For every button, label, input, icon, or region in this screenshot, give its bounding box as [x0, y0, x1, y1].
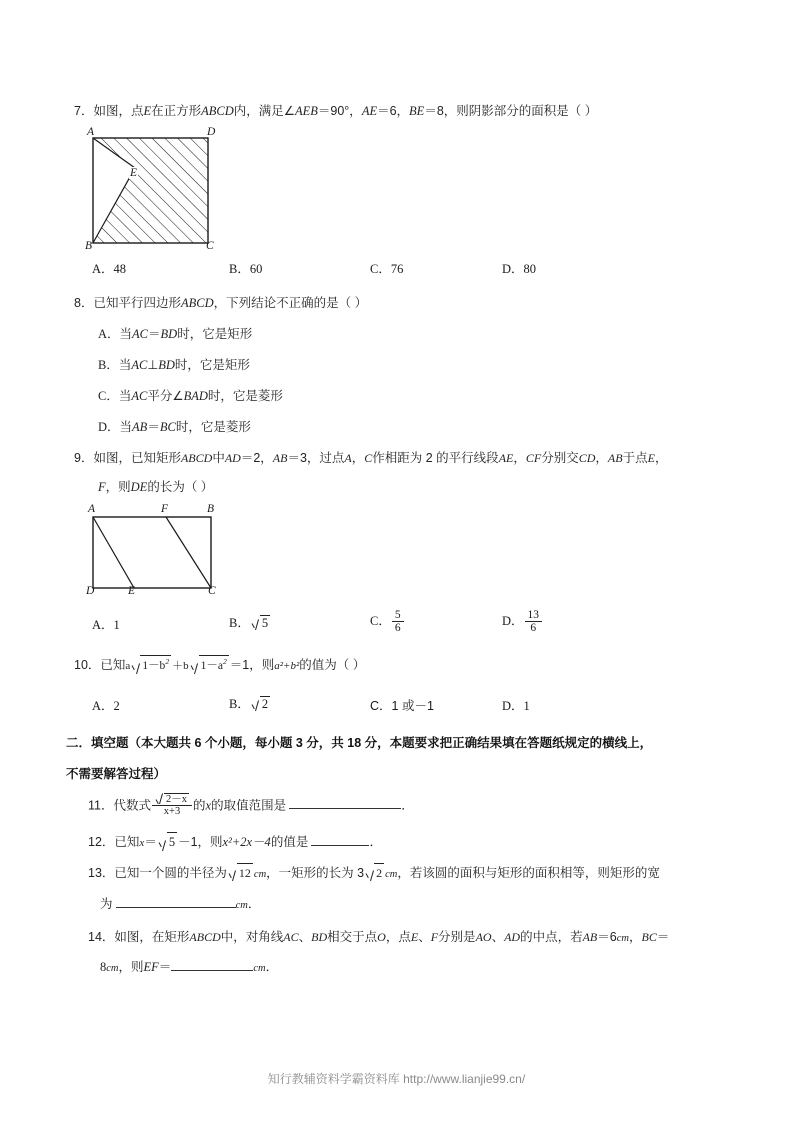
- question-9-options: [92, 611, 752, 639]
- question-14-line2: 8cm，则EF＝ cm．: [100, 960, 279, 974]
- radical-icon: 5: [158, 832, 177, 852]
- question-13-line2: 为 cm．: [100, 897, 261, 911]
- question-9-stem-line2: F，则DE的长为（ ）: [98, 480, 214, 494]
- question-14-line1: 14．如图，在矩形ABCD中，对角线AC、BD相交于点O，点E、F分别是AO、AD的中点，若AB＝6cm，BC＝: [88, 930, 670, 944]
- option-9-b[interactable]: B． 5: [229, 616, 269, 630]
- option-10-d[interactable]: D．1: [502, 699, 530, 713]
- vertex-label-e: E: [128, 585, 136, 597]
- vertex-label-a: A: [88, 503, 96, 515]
- vertex-label-c: C: [208, 585, 216, 597]
- question-13-line1: 13．已知一个圆的半径为 12 cm，一矩形的长为 3 2 cm，若该圆的面积与矩形的面积相等，则矩形的宽: [88, 863, 660, 883]
- square-abcd-svg: [80, 130, 230, 255]
- option-10-a[interactable]: A．2: [92, 699, 120, 713]
- question-14-number: 14．: [88, 930, 115, 944]
- section-2-heading-line1: 二．填空题（本大题共 6 个小题，每小题 3 分，共 18 分，本题要求把正确结果填在答题纸规定的横线上，: [66, 736, 653, 750]
- question-9-stem-line1: 9．如图，已知矩形ABCD中AD＝2，AB＝3，过点A，C作相距为 2 的平行线段AE，CF分别交CD，AB于点E，: [74, 451, 668, 465]
- answer-blank-14[interactable]: [171, 970, 253, 971]
- vertex-label-f: F: [161, 503, 169, 515]
- question-7-stem: 7．如图，点E在正方形ABCD内，满足∠AEB＝90°，AE＝6，BE＝8，则阴影部分的面积是（ ）: [74, 104, 598, 118]
- option-8-a[interactable]: A．当AC＝BD时，它是矩形: [98, 327, 253, 341]
- question-7-number: 7．: [74, 104, 94, 118]
- question-10-stem: 10．已知a $1-b^2 +b$ $1-a^2 =1$，则a²+b²的值为（ ）: [74, 655, 365, 675]
- question-10-number: 10．: [74, 657, 101, 672]
- answer-blank-12[interactable]: [311, 845, 369, 846]
- radical-icon: 2: [365, 863, 384, 882]
- vertex-label-d: D: [207, 126, 216, 138]
- radical-icon: 2－x: [155, 793, 189, 805]
- answer-blank-13[interactable]: [116, 907, 236, 908]
- option-10-c[interactable]: C．1 或－1: [370, 699, 434, 713]
- option-7-a[interactable]: A．48: [92, 262, 127, 276]
- option-8-d[interactable]: D．当AB＝BC时，它是菱形: [98, 420, 251, 434]
- question-11-number: 11．: [88, 798, 114, 813]
- option-7-c[interactable]: C．76: [370, 262, 404, 276]
- radical-icon: $1-a^2$: [190, 655, 229, 675]
- radical-icon: 5: [251, 615, 270, 631]
- vertex-label-b: B: [207, 503, 215, 515]
- option-10-b[interactable]: B． 2: [229, 697, 269, 711]
- figure-square-abcd: [80, 126, 230, 255]
- vertex-label-a: A: [87, 126, 95, 138]
- fraction-expression: $\frac{2-x}{x+3}$: [152, 793, 192, 817]
- question-12: 12．已知x＝ 5 －1，则x²+2x－4的值是 ．: [88, 832, 382, 852]
- rectangle-abcd-svg: [80, 503, 230, 598]
- option-9-a[interactable]: A．1: [92, 618, 120, 632]
- question-12-number: 12．: [88, 835, 115, 849]
- radical-icon: $1-b^2$: [131, 655, 171, 675]
- vertex-label-b: B: [85, 240, 93, 252]
- option-9-d[interactable]: D． $\frac{13}{6}$: [502, 609, 543, 635]
- option-7-d[interactable]: D．80: [502, 262, 537, 276]
- footer-watermark: 知行教辅资料学霸资料库 http://www.lianjie99.cn/: [267, 1072, 526, 1086]
- vertex-label-c: C: [206, 240, 214, 252]
- radical-icon: 12: [228, 863, 253, 882]
- answer-blank-11[interactable]: [289, 808, 401, 809]
- vertex-label-d: D: [86, 585, 95, 597]
- question-11: 11．代数式 $\frac{2-x}{x+3}$ 的x的取值范围是 ．: [88, 794, 414, 818]
- question-8-stem: 8．已知平行四边形ABCD，下列结论不正确的是（ ）: [74, 296, 368, 310]
- radical-icon: 2: [251, 696, 270, 712]
- option-8-b[interactable]: B．当AC⊥BD时，它是矩形: [98, 358, 250, 372]
- option-7-b[interactable]: B．60: [229, 262, 263, 276]
- vertex-label-e: E: [130, 167, 138, 179]
- option-8-c[interactable]: C．当AC平分∠BAD时，它是菱形: [98, 389, 283, 403]
- question-10-options: [92, 694, 752, 718]
- section-2-heading-line2: 不需要解答过程）: [66, 767, 167, 781]
- question-13-number: 13．: [88, 866, 115, 880]
- question-9-number: 9．: [74, 451, 94, 465]
- figure-rectangle-abcd: [80, 503, 230, 598]
- question-8-number: 8．: [74, 296, 94, 310]
- question-7-options: [92, 259, 752, 279]
- option-9-c[interactable]: C． $\frac{5}{6}$: [370, 609, 405, 635]
